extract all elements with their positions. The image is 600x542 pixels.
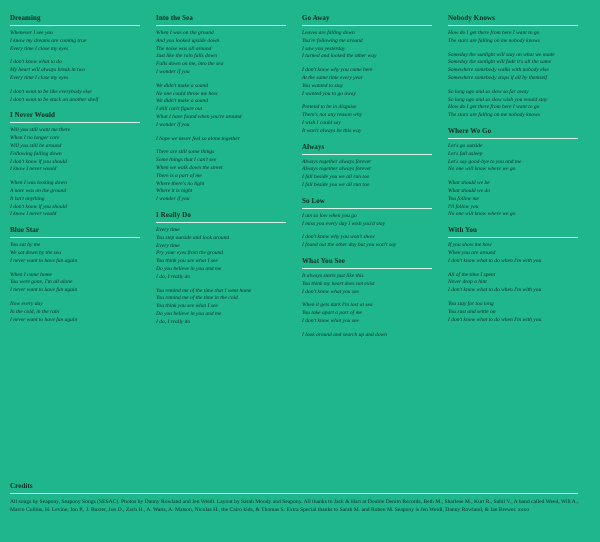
lyric-line: I don't know what to do when I'm with you — [448, 287, 542, 294]
lyric-line: Someday the sunlight will stay on what we made — [448, 51, 555, 58]
lyrics-column-4 — [448, 14, 578, 331]
song-title: Nobody Knows — [448, 14, 578, 26]
song-block — [10, 14, 140, 104]
lyric-line: When we walk down the street — [156, 164, 223, 171]
lyric-line: Always together always forever — [302, 166, 372, 173]
song-title: What You See — [302, 257, 432, 269]
lyric-line: Always together always forever — [302, 158, 372, 165]
lyric-line: Someday the sunlight will fade it's all the same — [448, 59, 552, 66]
lyric-line: Let's go outside — [448, 142, 483, 149]
lyric-line: If you show me how — [448, 242, 492, 249]
lyric-line: There is a part of me — [156, 172, 202, 179]
lyric-line: I do, I really do — [156, 273, 191, 280]
lyric-line: I don't know what to do when I'm with you — [448, 257, 542, 264]
lyric-line: When I was looking down — [10, 180, 67, 187]
credits-section — [10, 482, 590, 514]
lyric-line: There are still some things — [156, 149, 215, 156]
song-title: Where We Go — [448, 127, 578, 139]
lyric-line: I never want to have fun again — [10, 257, 78, 264]
lyric-line: Every time — [156, 226, 180, 233]
lyric-line: My heart will always break in two — [10, 67, 85, 74]
lyric-line: You follow me — [448, 195, 479, 202]
lyric-line: I know I never would — [10, 211, 57, 218]
lyric-stanza — [10, 30, 140, 53]
song-block — [448, 226, 578, 324]
lyric-stanza — [302, 332, 432, 340]
song-title: Always — [302, 143, 432, 155]
lyric-line: I saw you yesterday — [302, 45, 346, 52]
lyric-line: Where there's no light — [156, 180, 205, 187]
lyric-line: Somewhere somebody stops if all by themself — [448, 74, 548, 81]
song-title: Dreaming — [10, 14, 140, 26]
lyric-line: We sat down by the sea — [10, 249, 61, 256]
song-block — [156, 211, 286, 327]
lyric-stanza — [448, 52, 578, 83]
lyric-line: At the same time every year — [302, 74, 363, 81]
lyric-line: I don't know if you should — [10, 158, 67, 165]
lyric-line: I fall beside you we all run too — [302, 181, 370, 188]
lyric-stanza — [10, 242, 140, 265]
lyric-line: I don't want to be stuck on another shelf — [10, 96, 99, 103]
lyric-line: I never want to have fun again — [10, 287, 78, 294]
lyric-line: There's not any reason why — [302, 112, 363, 119]
lyric-line: You think my heart does not exist — [302, 280, 375, 287]
lyric-line: Never drop a hint — [448, 279, 487, 286]
lyric-line: Whenever I see you — [10, 30, 53, 36]
lyric-line: Will you still want me there — [10, 127, 71, 134]
lyric-line: I hope we never feel so alone together — [156, 135, 240, 142]
lyric-line: Do you believe in you and me — [156, 310, 222, 317]
lyric-line: I don't know what you see — [302, 288, 359, 295]
lyric-line: I do, I really do — [156, 318, 191, 325]
lyric-line: Every time I close my eyes — [10, 45, 69, 52]
lyric-line: Somewhere somebody walks with nobody else — [448, 67, 549, 74]
lyric-line: How do I get there from here I want to go — [448, 104, 540, 111]
lyric-line: The stars are falling on me nobody knows — [448, 37, 540, 44]
lyric-line: I turned and looked the other way — [302, 53, 377, 60]
lyric-line: Every time — [156, 242, 180, 249]
lyric-line: Every time I close my eyes — [10, 74, 69, 81]
lyric-line: So long ago and so slow so far away — [448, 88, 529, 95]
lyric-stanza — [302, 273, 432, 296]
lyric-line: I wonder if you — [156, 68, 190, 75]
lyric-line: You think you see what I see — [156, 303, 218, 310]
lyric-line: You wanted to stay — [302, 82, 344, 89]
lyric-stanza — [302, 67, 432, 98]
lyric-stanza — [10, 127, 140, 174]
lyric-stanza — [302, 213, 432, 229]
lyric-line: I know I never would — [10, 166, 57, 173]
lyric-line: I wonder if you — [156, 196, 190, 203]
lyric-stanza — [448, 180, 578, 219]
lyric-line: Pry your eyes from the ground — [156, 250, 223, 257]
lyric-line: All of the time I spent — [448, 271, 496, 278]
lyric-stanza — [448, 242, 578, 265]
lyric-stanza — [302, 302, 432, 325]
song-block — [302, 257, 432, 340]
lyric-line: It always starts just like this — [302, 272, 364, 279]
lyric-line: And you looked upside down — [156, 37, 220, 44]
lyric-line: Now every day — [10, 300, 43, 307]
lyric-line: The stars are falling on me nobody knows — [448, 112, 540, 119]
song-title: I Never Would — [10, 111, 140, 123]
lyric-stanza — [156, 83, 286, 130]
lyric-line: You remind me of the time that I went home — [156, 287, 252, 294]
lyric-line: Some things that I can't see — [156, 157, 217, 164]
lyric-line: Leaves are falling down — [302, 30, 355, 36]
song-block — [10, 226, 140, 324]
lyric-line: I found out the other day but you won't say — [302, 242, 397, 249]
lyric-line: A note was on the ground — [10, 187, 67, 194]
lyric-line: We didn't make a sound — [156, 82, 208, 89]
lyric-line: I don't know if you should — [10, 203, 67, 210]
lyric-line: You sat by me — [10, 242, 41, 249]
lyric-line: It isn't anything — [10, 195, 45, 202]
lyric-line: You step outside and look around — [156, 234, 230, 241]
lyrics-column-1 — [10, 14, 140, 331]
lyric-stanza — [10, 272, 140, 295]
lyric-stanza — [448, 143, 578, 174]
lyric-stanza — [302, 104, 432, 135]
lyric-line: No one could throw me how — [156, 90, 218, 97]
lyric-line: We didn't make a sound — [156, 98, 208, 105]
lyric-stanza — [10, 301, 140, 324]
lyric-line: You stay for too long — [448, 300, 494, 307]
lyric-line: Do you believe in you and me — [156, 265, 222, 272]
credits-title: Credits — [10, 482, 578, 494]
lyric-line: Pretend to be in disguise — [302, 104, 357, 111]
lyric-stanza — [448, 30, 578, 46]
lyric-line: What should we do — [448, 187, 491, 194]
lyric-line: I don't know what you see — [302, 317, 359, 324]
lyric-line: When you are around — [448, 249, 496, 256]
lyric-line: The noise was all around — [156, 45, 212, 52]
lyric-stanza — [156, 30, 286, 77]
lyric-line: Just like the rain falls down — [156, 53, 217, 60]
lyric-stanza — [10, 180, 140, 219]
lyric-line: I am so low when you go — [302, 212, 357, 219]
lyric-line: How do I get there from here I want to go — [448, 30, 540, 36]
lyric-line: I fall beside you we all run too — [302, 174, 370, 181]
lyric-line: So long ago and so slow wish you would stay — [448, 96, 548, 103]
lyric-line: I don't know what to do when I'm with you — [448, 316, 542, 323]
song-title: So Low — [302, 197, 432, 209]
song-title: I Really Do — [156, 211, 286, 223]
lyric-line: You were gone, I'm all alone — [10, 279, 73, 286]
lyric-line: No one will know where we go — [448, 166, 516, 173]
lyric-line: Will you still be around — [10, 142, 62, 149]
song-block — [302, 14, 432, 136]
lyric-line: I look around and search up and down — [302, 331, 387, 338]
lyric-line: You take apart a part of me — [302, 310, 362, 317]
lyric-stanza — [448, 272, 578, 295]
song-block — [156, 14, 286, 204]
lyric-line: I'll follow you — [448, 203, 479, 210]
lyric-stanza — [302, 234, 432, 250]
song-block — [448, 127, 578, 219]
lyric-line: I wish I could say — [302, 119, 341, 126]
lyric-line: I don't want to be like everybody else — [10, 88, 92, 95]
lyric-line: I wonder if you — [156, 121, 190, 128]
song-title: Go Away — [302, 14, 432, 26]
credits-text: All songs by Seapony, Seapony Songs (SESAC). Photos by Danny Rowland and Jen Weidl. Layout by Sarah Moody and Seapony. All thanks to Jack & Hari at Double Denim Records, Beth M., Sharlese M., Kurt R., Sabil V., A band called Weed, Will A., Marco Collins, H. Levine, Jon P., J. Baxter, Jon D., Zach H., A. Watts, A. Matson, Nicolas H., the Cairo kids, & Thomas S. Extra Special thanks to Sarah M. and Ruben M. Seapony is Jen Weidl, Danny Rowland, & Ian Brewer. xoxo — [10, 499, 579, 513]
song-block — [10, 111, 140, 219]
lyric-line: No one will know where we go — [448, 211, 516, 218]
lyric-line: You rust and settle on — [448, 308, 496, 315]
lyric-line: I don't know why you won't show — [302, 234, 375, 241]
lyric-line: I know my dreams are coming true — [10, 37, 87, 44]
lyric-stanza — [10, 89, 140, 105]
lyric-line: When I came home — [10, 271, 52, 278]
song-title: Blue Star — [10, 226, 140, 238]
lyric-stanza — [10, 59, 140, 82]
lyric-line: I wanted you to go away — [302, 90, 356, 97]
lyric-stanza — [448, 89, 578, 120]
lyrics-column-2 — [156, 14, 286, 334]
lyric-stanza — [156, 149, 286, 204]
song-block — [302, 143, 432, 190]
lyric-line: When it gets dark I'm lost at sea — [302, 302, 373, 309]
lyric-line: I miss you every day I wish you'd stay — [302, 220, 386, 227]
lyric-line: You remind me of the time in the cold — [156, 295, 238, 302]
lyric-stanza — [156, 227, 286, 282]
lyric-line: It won't always be this way — [302, 127, 362, 134]
lyric-stanza — [302, 30, 432, 61]
lyric-line: I still can't figure out — [156, 106, 203, 113]
lyric-stanza — [302, 159, 432, 190]
lyrics-column-3 — [302, 14, 432, 347]
lyric-line: I don't know why you came here — [302, 67, 373, 74]
lyric-line: You're following me around — [302, 37, 363, 44]
lyric-line: You think you see what I see — [156, 258, 218, 265]
lyric-line: What should we be — [448, 180, 490, 187]
lyric-line: Let's say good-bye to you and me — [448, 158, 522, 165]
lyric-line: Following falling down — [10, 150, 62, 157]
lyric-stanza — [156, 136, 286, 144]
lyric-stanza — [448, 301, 578, 324]
lyric-line: Falls down on me, into the sea — [156, 61, 224, 68]
lyric-line: Let's fall asleep — [448, 150, 483, 157]
song-title: With You — [448, 226, 578, 238]
lyric-line: When I no longer care — [10, 135, 60, 142]
song-block — [302, 197, 432, 250]
lyric-line: What I have found when you're around — [156, 113, 242, 120]
lyric-line: Where it is night — [156, 188, 193, 195]
lyric-line: I never want to have fun again — [10, 316, 78, 323]
lyric-line: When I was on the ground — [156, 30, 214, 36]
lyric-line: In the cold, in the rain — [10, 308, 60, 315]
song-block — [448, 14, 578, 120]
song-title: Into the Sea — [156, 14, 286, 26]
lyric-stanza — [156, 288, 286, 327]
lyric-line: I don't know what to do — [10, 59, 62, 66]
